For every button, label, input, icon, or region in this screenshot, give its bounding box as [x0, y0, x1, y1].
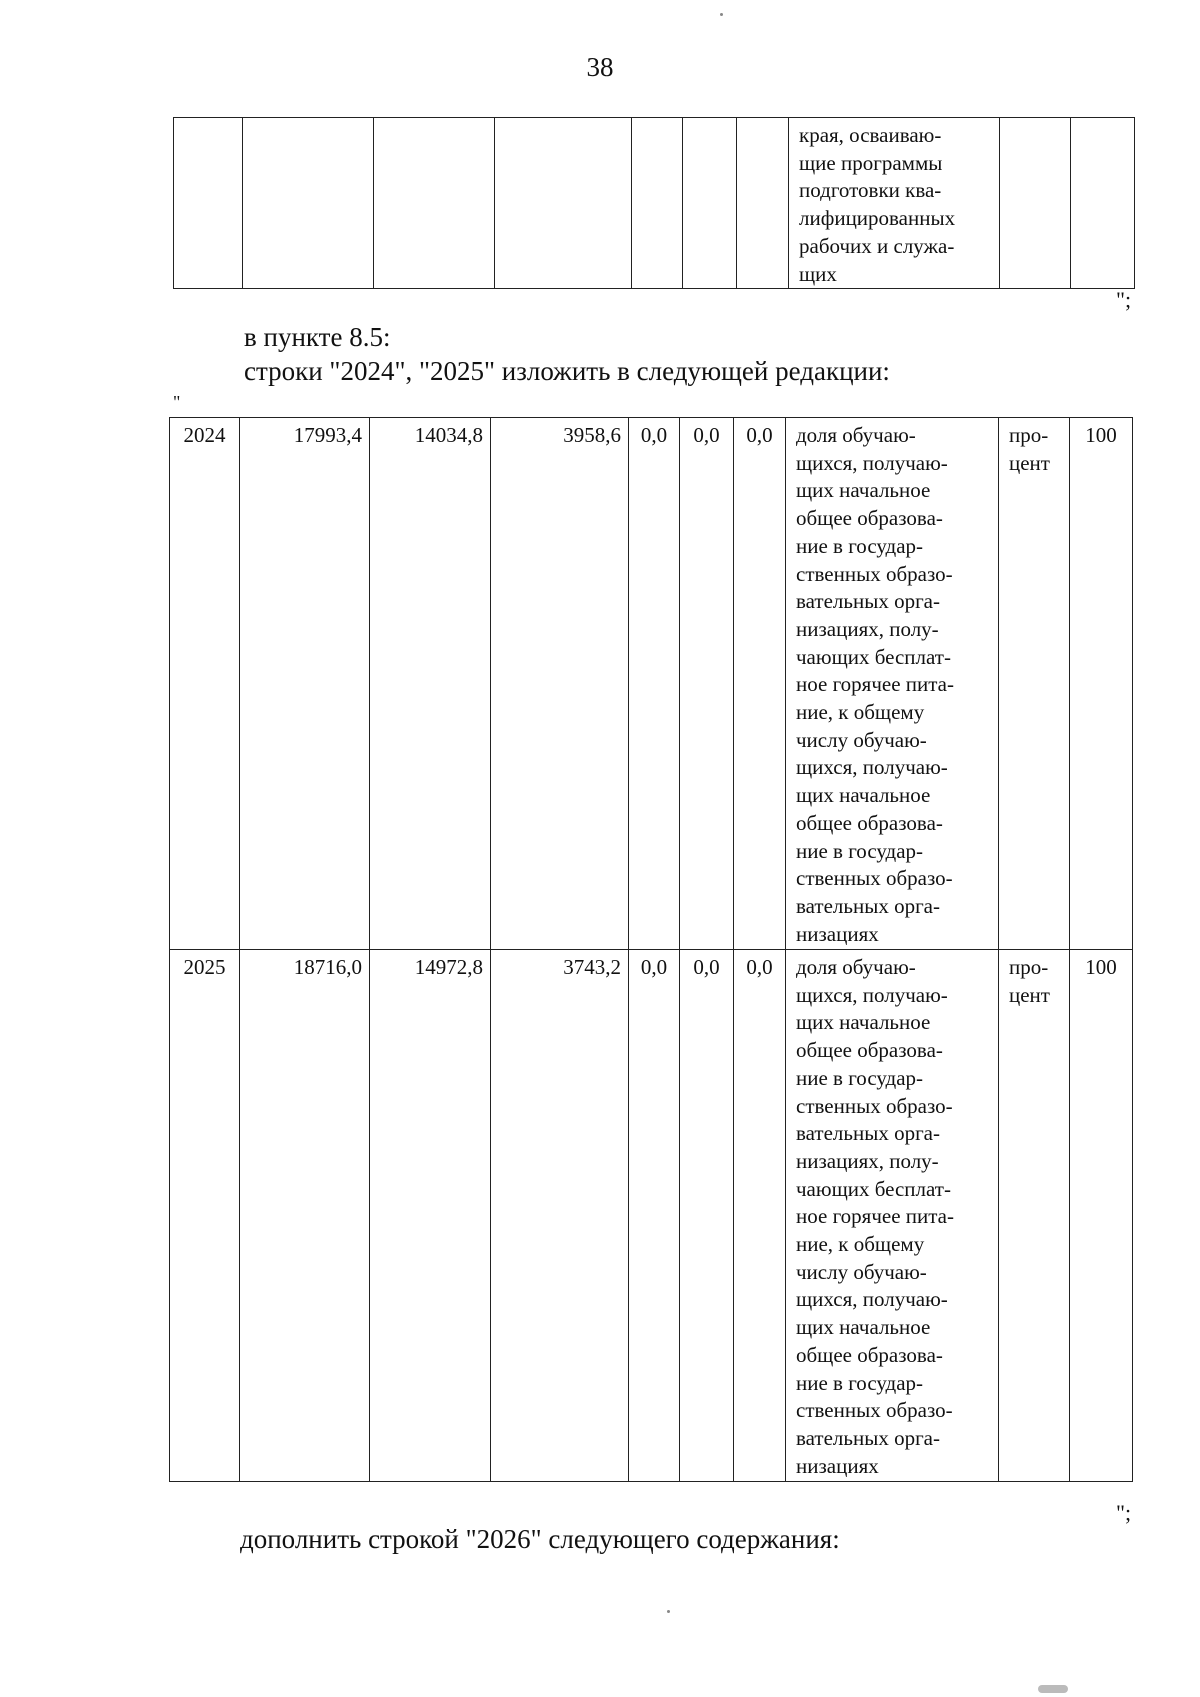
amount-cell: 0,0	[734, 950, 786, 1482]
text-line: щих начальное	[796, 478, 931, 503]
amount-cell: 0,0	[629, 418, 680, 950]
text-line: щие программы	[799, 150, 943, 175]
text-line: числу обучаю-	[796, 1259, 927, 1284]
amount-cell: 14972,8	[370, 950, 491, 1482]
indicator-description-cell	[786, 418, 999, 950]
target-value-cell: 100	[1070, 418, 1133, 950]
amount-cell: 3743,2	[491, 950, 629, 1482]
text-line: щих	[799, 261, 837, 286]
text-line: ние в государ-	[796, 838, 924, 863]
text-line: вательных орга-	[796, 893, 940, 918]
text-line: лифицированных	[799, 206, 956, 231]
amount-cell: 0,0	[629, 950, 680, 1482]
text-line: ственных образо-	[796, 561, 953, 586]
amount-cell: 14034,8	[370, 418, 491, 950]
text-line: щихся, получаю-	[796, 982, 948, 1007]
year-cell: 2024	[170, 418, 240, 950]
instruction-paragraph: строки "2024", "2025" изложить в следующей редакции:	[244, 356, 890, 386]
text-line: ственных образо-	[796, 1093, 953, 1118]
year-cell: 2025	[170, 950, 240, 1482]
text-line: низациях	[796, 921, 879, 946]
text-line: щихся, получаю-	[796, 755, 948, 780]
text-line: щих начальное	[796, 1010, 931, 1035]
text-line: числу обучаю-	[796, 727, 927, 752]
text-line: щих начальное	[796, 783, 931, 808]
target-value-cell: 100	[1070, 950, 1133, 1482]
text-line: чающих бесплат-	[796, 1176, 951, 1201]
table-row	[174, 118, 1135, 289]
total-amount-cell: 18716,0	[240, 950, 370, 1482]
text-line: вательных орга-	[796, 589, 940, 614]
text-line: доля обучаю-	[796, 423, 916, 447]
text-line: рабочих и служа-	[799, 233, 955, 258]
table-row	[170, 418, 1133, 950]
text-line: ние в государ-	[796, 1065, 924, 1090]
page-number: 38	[586, 52, 614, 82]
text-line: ние в государ-	[796, 1370, 924, 1395]
text-line: доля обучаю-	[796, 955, 916, 979]
closing-quote: ";	[1116, 287, 1132, 312]
text-line: ственных образо-	[796, 1398, 953, 1423]
indicator-description-cell	[786, 950, 999, 1482]
text-line: общее образова-	[796, 506, 943, 531]
instruction-paragraph: в пункте 8.5:	[244, 322, 391, 352]
scan-speck	[720, 13, 723, 16]
unit-cell	[999, 418, 1070, 950]
unit-cell	[999, 950, 1070, 1482]
empty-cell	[374, 118, 495, 289]
text-line: общее образова-	[796, 1038, 943, 1063]
text-line: вательных орга-	[796, 1121, 940, 1146]
text-line: подготовки ква-	[799, 178, 942, 203]
text-line: ние в государ-	[796, 533, 924, 558]
empty-cell	[174, 118, 243, 289]
scan-corner-mark	[1038, 1685, 1068, 1693]
empty-cell	[632, 118, 683, 289]
scan-speck	[667, 1610, 670, 1613]
text-line: вательных орга-	[796, 1425, 940, 1450]
text-line: низациях	[796, 1453, 879, 1478]
empty-cell	[683, 118, 737, 289]
text-line: ние, к общему	[796, 700, 925, 725]
text-line: щихся, получаю-	[796, 450, 948, 475]
text-line: ное горячее пита-	[796, 1204, 954, 1229]
text-line: низациях, полу-	[796, 616, 939, 641]
text-line: щих начальное	[796, 1315, 931, 1340]
text-line: низациях, полу-	[796, 1148, 939, 1173]
amount-cell: 0,0	[680, 418, 734, 950]
empty-cell	[1000, 118, 1071, 289]
text-line: ное горячее пита-	[796, 672, 954, 697]
text-line: про-	[1009, 423, 1049, 447]
replacement-table	[169, 417, 1133, 1482]
total-amount-cell: 17993,4	[240, 418, 370, 950]
indicator-description-cell	[789, 118, 1000, 289]
text-line: цент	[1009, 450, 1050, 475]
text-line: общее образова-	[796, 1342, 943, 1367]
table-row	[170, 950, 1133, 1482]
text-line: ственных образо-	[796, 866, 953, 891]
instruction-paragraph: дополнить строкой "2026" следующего содержания:	[240, 1524, 840, 1554]
text-line: щихся, получаю-	[796, 1287, 948, 1312]
text-line: про-	[1009, 955, 1049, 979]
empty-cell	[737, 118, 789, 289]
opening-quote: "	[173, 392, 181, 412]
amount-cell: 3958,6	[491, 418, 629, 950]
amount-cell: 0,0	[680, 950, 734, 1482]
empty-cell	[243, 118, 374, 289]
closing-quote: ";	[1116, 1500, 1132, 1525]
text-line: края, осваиваю-	[799, 123, 942, 147]
text-line: цент	[1009, 982, 1050, 1007]
amount-cell: 0,0	[734, 418, 786, 950]
text-line: общее образова-	[796, 810, 943, 835]
empty-cell	[1071, 118, 1135, 289]
text-line: ние, к общему	[796, 1232, 925, 1257]
text-line: чающих бесплат-	[796, 644, 951, 669]
empty-cell	[495, 118, 632, 289]
continuation-table	[173, 117, 1135, 289]
